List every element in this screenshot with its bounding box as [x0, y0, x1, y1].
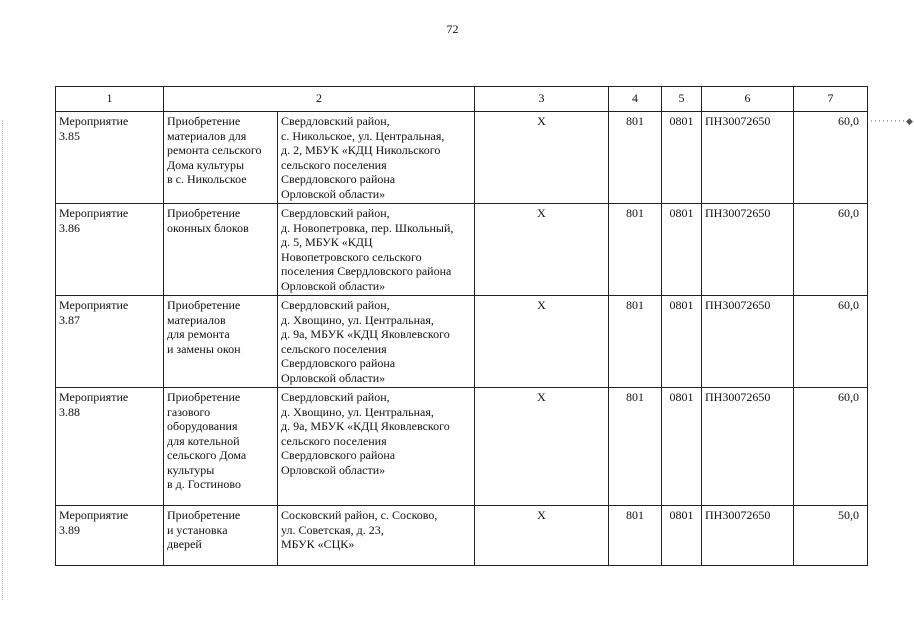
table-row — [56, 506, 868, 566]
col3-cell: Х — [475, 388, 609, 506]
col4-cell: 801 — [609, 204, 662, 296]
name-cell: Приобретение оконных блоков — [164, 204, 278, 296]
name-cell: Приобретение материалов для ремонта и замены окон — [164, 296, 278, 388]
table-row — [56, 204, 868, 296]
col7-cell: 50,0 — [794, 506, 868, 566]
address-cell: Свердловский район, д. Новопетровка, пер. Школьный, д. 5, МБУК «КДЦ Новопетровского сельского поселения Свердловского района Орловской области» — [278, 204, 475, 296]
col7-cell: 60,0 — [794, 296, 868, 388]
table-row — [56, 296, 868, 388]
header-col-6: 6 — [702, 87, 794, 112]
col6-cell: ПН30072650 — [702, 388, 794, 506]
col3-cell: Х — [475, 296, 609, 388]
event-cell: Мероприятие 3.88 — [56, 388, 164, 506]
col4-cell: 801 — [609, 388, 662, 506]
col5-cell: 0801 — [662, 204, 702, 296]
col7-cell: 60,0 — [794, 388, 868, 506]
event-cell: Мероприятие 3.85 — [56, 112, 164, 204]
event-cell: Мероприятие 3.86 — [56, 204, 164, 296]
header-row — [56, 87, 868, 112]
col6-cell: ПН30072650 — [702, 506, 794, 566]
col3-cell: Х — [475, 112, 609, 204]
scan-edge-marks — [2, 120, 5, 600]
header-col-7: 7 — [794, 87, 868, 112]
col6-cell: ПН30072650 — [702, 296, 794, 388]
name-cell: Приобретение материалов для ремонта сельского Дома культуры в с. Никольское — [164, 112, 278, 204]
page-number: 72 — [446, 22, 459, 36]
header-col-4: 4 — [609, 87, 662, 112]
address-cell: Свердловский район, д. Хвощино, ул. Центральная, д. 9а, МБУК «КДЦ Яковлевского сельского поселения Свердловского района Орловской области» — [278, 388, 475, 506]
address-cell: Свердловский район, с. Никольское, ул. Центральная, д. 2, МБУК «КДЦ Никольского сельского поселения Свердловского района Орловской области» — [278, 112, 475, 204]
col4-cell: 801 — [609, 112, 662, 204]
event-cell: Мероприятие 3.87 — [56, 296, 164, 388]
name-cell: Приобретение газового оборудования для котельной сельского Дома культуры в д. Гостиново — [164, 388, 278, 506]
margin-mark: ·········◆ — [870, 116, 914, 126]
col5-cell: 0801 — [662, 388, 702, 506]
address-cell: Сосковский район, с. Сосково, ул. Советская, д. 23, МБУК «СЦК» — [278, 506, 475, 566]
table-row — [56, 388, 868, 506]
header-col-5: 5 — [662, 87, 702, 112]
name-cell: Приобретение и установка дверей — [164, 506, 278, 566]
col5-cell: 0801 — [662, 506, 702, 566]
col6-cell: ПН30072650 — [702, 204, 794, 296]
address-cell: Свердловский район, д. Хвощино, ул. Центральная, д. 9а, МБУК «КДЦ Яковлевского сельского поселения Свердловского района Орловской области» — [278, 296, 475, 388]
col6-cell: ПН30072650 — [702, 112, 794, 204]
col7-cell: 60,0 — [794, 204, 868, 296]
col3-cell: Х — [475, 506, 609, 566]
header-col-1: 1 — [56, 87, 164, 112]
col4-cell: 801 — [609, 506, 662, 566]
col3-cell: Х — [475, 204, 609, 296]
col7-cell: 60,0 — [794, 112, 868, 204]
table-row — [56, 112, 868, 204]
col5-cell: 0801 — [662, 296, 702, 388]
header-col-2: 2 — [164, 87, 475, 112]
header-col-3: 3 — [475, 87, 609, 112]
budget-table — [55, 86, 868, 566]
col5-cell: 0801 — [662, 112, 702, 204]
event-cell: Мероприятие 3.89 — [56, 506, 164, 566]
col4-cell: 801 — [609, 296, 662, 388]
